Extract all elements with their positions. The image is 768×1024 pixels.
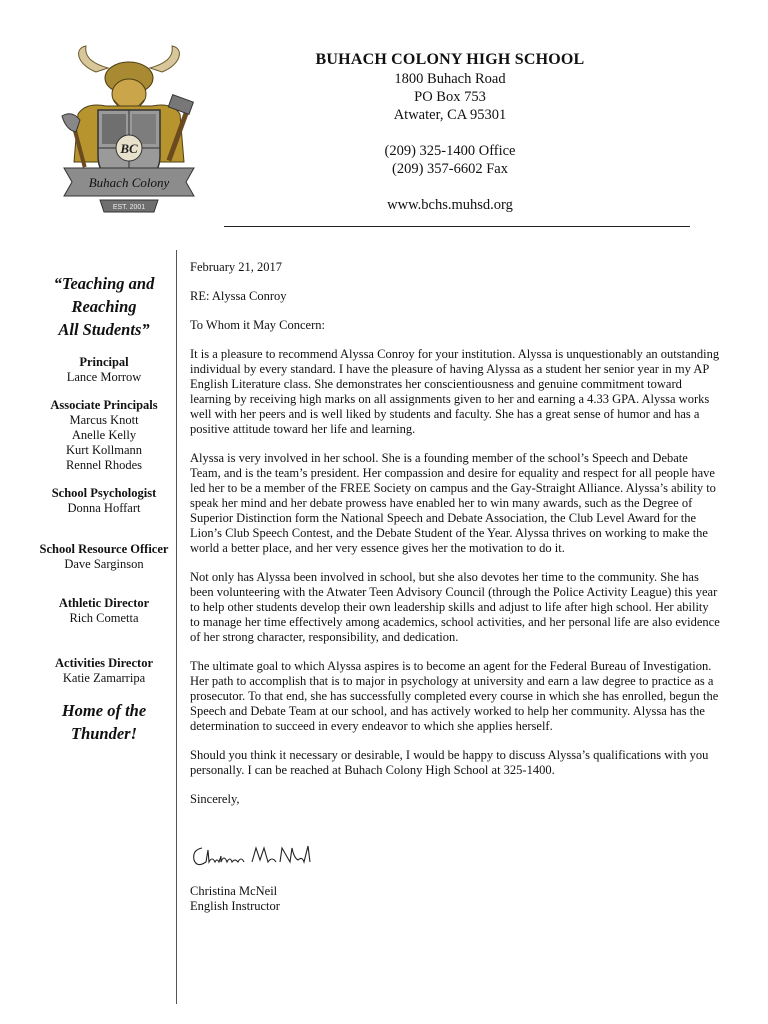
handwritten-signature (190, 838, 320, 872)
letter-body (190, 260, 720, 821)
home-of-the-thunder: Home of the Thunder! (61, 701, 147, 743)
staff-activities-director: Activities Director Katie Zamarripa (55, 656, 153, 685)
school-name: BUHACH COLONY HIGH SCHOOL (315, 51, 585, 68)
letter-salutation: To Whom it May Concern: (190, 318, 325, 332)
staff-associate-principals: Associate Principals Marcus Knott Anelle Kelly Kurt Kollmann Rennel Rhodes (50, 398, 158, 472)
address-line-1: 1800 Buhach Road (394, 71, 506, 87)
signer-title: English Instructor (190, 899, 280, 913)
website-link[interactable]: www.bchs.muhsd.org (387, 197, 513, 213)
letter-subject: RE: Alyssa Conroy (190, 289, 287, 303)
svg-text:Buhach Colony: Buhach Colony (88, 175, 170, 190)
signature-block (190, 884, 280, 914)
letter-closing: Sincerely, (190, 792, 240, 806)
staff-sidebar (36, 272, 172, 745)
address-line-2: PO Box 753 (414, 89, 486, 105)
letterhead (290, 50, 610, 214)
letter-paragraph-5: Should you think it necessary or desirable, I would be happy to discuss Alyssa’s qualifications with you personally. I can be reached at Buhach Colony High School at 325-1400. (190, 748, 709, 777)
letter-paragraph-1: It is a pleasure to recommend Alyssa Conroy for your institution. Alyssa is unquestionably an outstanding individual by every standard. I have the pleasure of having Alyssa as a student her senior year in my AP English Literature class. She demonstrates her conscientiousness and genuine commitment toward learning by receiving high marks on all assignments given to her and earning a 4.33 GPA. Alyssa works well with her peers and is well liked by students and faculty. She has a great sense of humor and has a positive attitude toward her life and learning. (190, 347, 720, 436)
signature-icon (190, 838, 320, 872)
school-crest-logo (56, 44, 202, 216)
address-city: Atwater, CA 95301 (393, 107, 507, 123)
staff-athletic-director: Athletic Director Rich Cometta (58, 596, 150, 625)
staff-principal: Principal Lance Morrow (66, 355, 142, 384)
letter-date: February 21, 2017 (190, 260, 282, 274)
svg-text:BC: BC (120, 141, 138, 156)
staff-school-resource-officer: School Resource Officer Dave Sarginson (39, 542, 169, 571)
sidebar-divider (176, 250, 177, 1004)
fax-number: (209) 357-6602 Fax (392, 161, 508, 177)
signer-name: Christina McNeil (190, 884, 278, 898)
crest-icon (56, 44, 202, 216)
header-divider (224, 226, 690, 227)
letter-paragraph-3: Not only has Alyssa been involved in school, but she also devotes her time to the community. She has been volunteering with the Atwater Teen Advisory Council (through the Police Activity League) this year to help other students develop their own leadership skills and adjust to life after high school. Her ability to manage her time effectively among academics, school activities, and her personal life are also evidence of her strong character, responsibility, and dedication. (190, 570, 720, 644)
office-phone: (209) 325-1400 Office (384, 143, 516, 159)
svg-text:EST. 2001: EST. 2001 (112, 204, 146, 211)
school-motto: “Teaching and Reaching All Students” (53, 274, 155, 339)
staff-school-psychologist: School Psychologist Donna Hoffart (51, 486, 157, 515)
letter-paragraph-2: Alyssa is very involved in her school. She is a founding member of the school’s Speech and Debate Team, and is the team’s president. Her compassion and desire for equality and respect for all people have led her to be a member of the FREE Society on campus and the Gay-Straight Alliance. Alyssa’s ability to speak her mind and her debate prowess have enabled her to win many awards, such as the Degree of Superior Distinction form the National Speech and Debate Association, the Club Level Award for the Lion’s Club Speech Contest, and the Debate Student of the Year. Alyssa thrives on working to make the world a better place, and her very essence gives her the motivation to do it. (190, 451, 716, 555)
letter-paragraph-4: The ultimate goal to which Alyssa aspires is to become an agent for the Federal Bureau of Investigation. Her path to accomplish that is to major in psychology at university and earn a law degree to practice as a prosecutor. To that end, she has successfully completed every course in which she has enrolled, begun the Speech and Debate Team at our school, and has actively worked to help her community. Alyssa has the determination to succeed in every endeavor to which she applies herself. (190, 659, 719, 733)
